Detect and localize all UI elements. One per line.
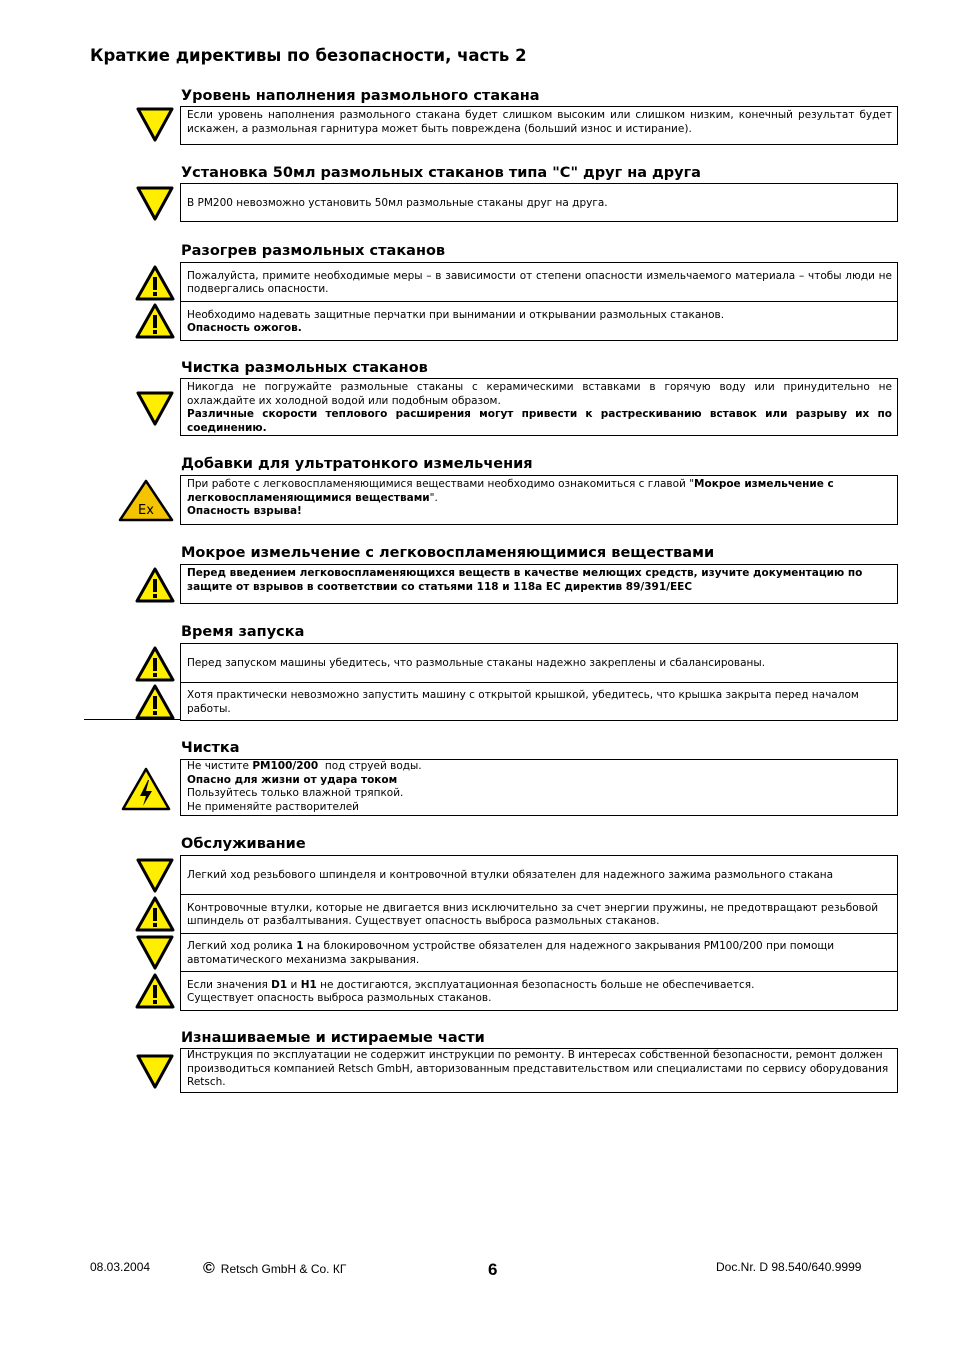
page-title: Краткие директивы по безопасности, часть 2 <box>90 46 527 65</box>
footer-copyright <box>203 1260 346 1278</box>
notice-text: Не чистите <box>187 760 253 772</box>
section-heading-wet-grinding: Мокрое измельчение с легковоспламеняющимися веществами <box>181 545 715 561</box>
notice-box-fill-level <box>180 106 898 145</box>
danger-text: Опасность ожогов. <box>187 322 302 334</box>
notice-text: Пользуйтесь только влажной тряпкой. <box>187 787 404 799</box>
warning-exclamation-icon <box>134 895 176 933</box>
warning-exclamation-icon <box>134 302 176 340</box>
notice-box-service <box>180 855 898 1011</box>
danger-text: Опасно для жизни от удара током <box>187 773 398 786</box>
footer-doc-number: Doc.Nr. D 98.540/640.9999 <box>716 1260 862 1274</box>
warning-exclamation-icon <box>134 972 176 1010</box>
notice-text: Если уровень наполнения размольного стакана будет слишком высоким или слишком низким, конечный результат будет искажен, а размольная гарнитура может быть повреждена (больший износ и истирание). <box>187 109 892 135</box>
copyright-icon: © <box>203 1260 215 1277</box>
section-heading-cleaning-bowls: Чистка размольных стаканов <box>181 360 428 376</box>
section-heading-cleaning: Чистка <box>181 740 240 756</box>
notice-text: Если значения <box>187 978 272 991</box>
notice-box-cleaning-bowls <box>180 378 898 436</box>
ex-explosion-icon <box>118 478 174 522</box>
notice-text: При работе с легковоспламеняющимися веществами необходимо ознакомиться с главой " <box>187 478 695 490</box>
value-d1: D1 <box>271 978 288 991</box>
margin-rule <box>84 719 181 720</box>
notice-box-cleaning <box>180 759 898 816</box>
notice-box-startup <box>180 643 898 721</box>
page-number: 6 <box>488 1260 498 1279</box>
section-heading-wear-parts: Изнашиваемые и истираемые части <box>181 1030 485 1046</box>
danger-text: Перед введением легковоспламеняющихся веществ в качестве мелющих средств, изучите документацию по защите от взрывов в соответствии со статьями 118 и 118a ЕС директив 89/391/EEC <box>187 567 863 593</box>
section-heading-stacking: Установка 50мл размольных стаканов типа "С" друг на друга <box>181 165 701 181</box>
notice-box-wet-grinding <box>180 564 898 604</box>
model-name: PM100/200 <box>252 760 319 772</box>
caution-triangle-icon <box>134 105 176 143</box>
warning-exclamation-icon <box>134 566 176 604</box>
notice-text-end: на блокировочном устройстве обязателен для надежного закрывания PM100/200 при помощи автоматического механизма закрывания. <box>187 940 835 966</box>
notice-text: Не применяйте растворителей <box>187 800 360 813</box>
caution-triangle-icon <box>134 933 176 971</box>
danger-text: Опасность взрыва! <box>187 505 302 517</box>
notice-text-end: ". <box>429 491 438 504</box>
notice-text: Пожалуйста, примите необходимые меры – в зависимости от степени опасности измельчаемого материала – чтобы люди не подвергались опасности. <box>187 269 892 295</box>
notice-text: Контровочные втулки, которые не двигается вниз исключительно за счет энергии пружины, не предотвращают резьбовой шпиндель от разбалтывания. Существует опасность выброса размольных стаканов. <box>187 901 879 927</box>
danger-text: Различные скорости теплового расширения могут привести к растрескиванию вставок или разрыву их по соединению. <box>187 408 892 434</box>
notice-text: В PM200 невозможно установить 50мл размольные стаканы друг на друга. <box>187 196 608 209</box>
ex-label: Ex <box>138 503 154 518</box>
notice-text: и <box>287 978 301 991</box>
section-heading-heating: Разогрев размольных стаканов <box>181 243 446 259</box>
notice-box-wear-parts <box>180 1048 898 1093</box>
section-heading-startup: Время запуска <box>181 624 305 640</box>
section-heading-service: Обслуживание <box>181 836 306 852</box>
notice-text: Хотя практически невозможно запустить машину с открытой крышкой, убедитесь, что крышка закрыта перед началом работы. <box>187 689 859 715</box>
warning-exclamation-icon <box>134 683 176 721</box>
notice-box-heating <box>180 262 898 341</box>
notice-text: Легкий ход ролика <box>187 940 297 952</box>
notice-box-stacking <box>180 183 898 222</box>
chapter-reference: Мокрое измельчение с легковоспламеняющимися веществами <box>187 478 834 504</box>
warning-exclamation-icon <box>134 645 176 683</box>
section-heading-additives: Добавки для ультратонкого измельчения <box>181 456 533 472</box>
notice-text: не достигаются, эксплуатационная безопасность больше не обеспечивается. <box>316 978 755 991</box>
high-voltage-icon <box>121 766 171 812</box>
notice-text: Необходимо надевать защитные перчатки при вынимании и открывании размольных стаканов. <box>187 308 725 321</box>
notice-box-additives <box>180 475 898 525</box>
caution-triangle-icon <box>134 1052 176 1090</box>
section-heading-fill-level: Уровень наполнения размольного стакана <box>181 88 540 104</box>
notice-text: Перед запуском машины убедитесь, что размольные стаканы надежно закреплены и сбалансированы. <box>187 657 766 670</box>
notice-text-end: под струей воды. <box>318 760 422 772</box>
notice-text: Никогда не погружайте размольные стаканы с керамическими вставками в горячую воду или принудительно не охлаждайте их холодной водой или подобным образом. <box>187 381 892 407</box>
part-number: 1 <box>296 940 304 952</box>
caution-triangle-icon <box>134 856 176 894</box>
caution-triangle-icon <box>134 389 176 427</box>
copyright-text: Retsch GmbH & Co. КГ <box>220 1262 347 1276</box>
value-h1: H1 <box>300 978 317 991</box>
notice-text: Существует опасность выброса размольных стаканов. <box>187 992 492 1004</box>
notice-text: Легкий ход резьбового шпинделя и контровочной втулки обязателен для надежного зажима размольного стакана <box>187 869 834 882</box>
warning-exclamation-icon <box>134 264 176 302</box>
footer-date: 08.03.2004 <box>90 1260 151 1274</box>
notice-text: Инструкция по эксплуатации не содержит инструкции по ремонту. В интересах собственной безопасности, ремонт должен производиться компанией Retsch GmbH, авторизованным представительством или специалистами по сервису оборудования Retsch. <box>187 1049 889 1088</box>
caution-triangle-icon <box>134 184 176 222</box>
